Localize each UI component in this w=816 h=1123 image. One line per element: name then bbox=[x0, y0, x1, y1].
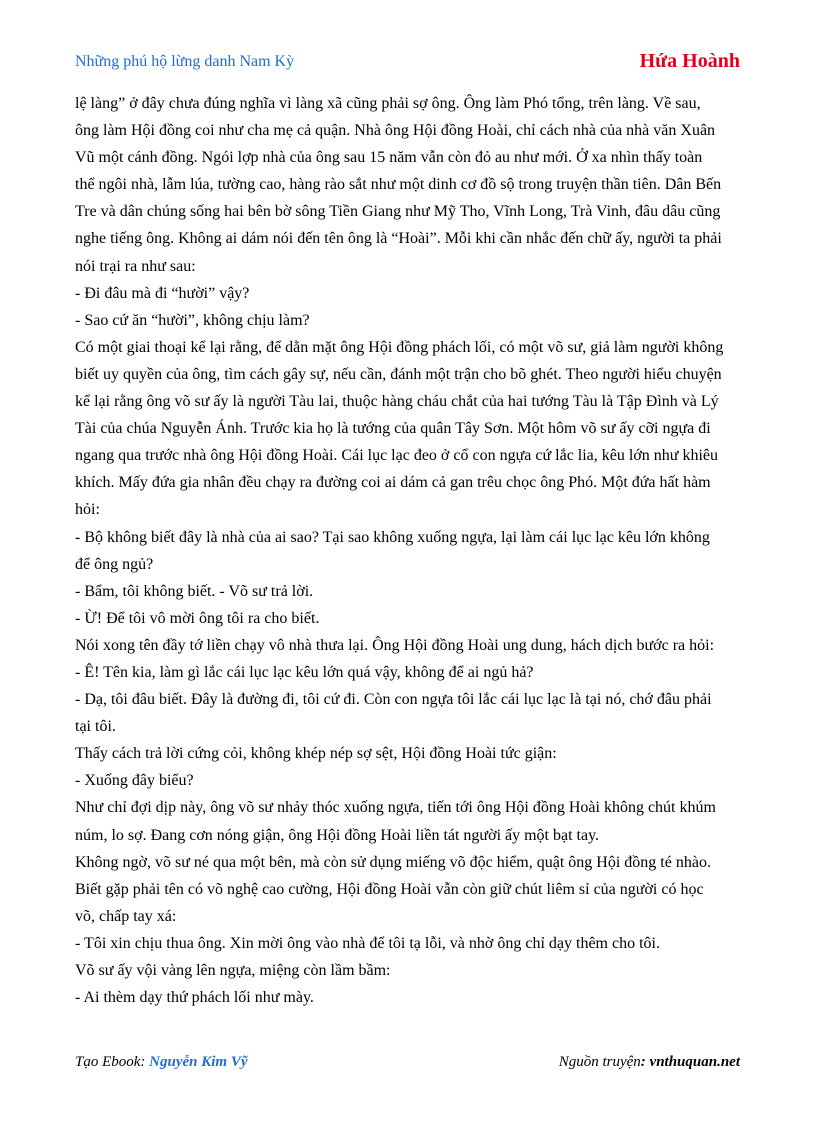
text-line: Võ sư ấy vội vàng lên ngựa, miệng còn lầm bầm: bbox=[75, 962, 391, 979]
text-line: - Ừ! Để tôi vô mời ông tôi ra cho biết. bbox=[75, 609, 320, 627]
text-line: - Ê! Tên kia, làm gì lắc cái lục lạc kêu lớn quá vậy, không để ai ngủ hả? bbox=[75, 663, 534, 681]
text-line: Vũ một cánh đồng. Ngói lợp nhà của ông sau 15 năm vẫn còn đỏ au như mới. Ở xa nhìn thấy toàn bbox=[75, 149, 703, 167]
page-footer bbox=[75, 1054, 740, 1076]
text-line: - Ai thèm dạy thứ phách lối như mày. bbox=[75, 989, 314, 1007]
page-header bbox=[75, 50, 740, 74]
text-line: - Sao cứ ăn “hười”, không chịu làm? bbox=[75, 311, 310, 329]
text-line: Biết gặp phải tên có võ nghệ cao cường, Hội đồng Hoài vẫn còn giữ chút liêm sỉ của người có học bbox=[75, 880, 704, 898]
text-line: để ông ngủ? bbox=[75, 555, 154, 573]
text-line: tại tôi. bbox=[75, 718, 116, 736]
text-line: khích. Mấy đứa gia nhân đều chạy ra đường coi ai dám cả gan trêu chọc ông Phó. Một đứa hất hàm bbox=[75, 474, 711, 492]
body-text bbox=[75, 90, 743, 1011]
text-line: võ, chấp tay xá: bbox=[75, 907, 177, 925]
source-credit: Nguồn truyện: vnthuquan.net bbox=[558, 1054, 740, 1070]
text-line: nghe tiếng ông. Không ai dám nói đến tên ông là “Hoài”. Mỗi khi cần nhắc đến chữ ấy, người ta phải bbox=[75, 230, 722, 248]
text-line: núm, lo sợ. Đang cơn nóng giận, ông Hội đồng Hoài liền tát người ấy một bạt tay. bbox=[75, 826, 600, 844]
text-line: biết uy quyền của ông, tìm cách gây sự, nếu cần, đánh một trận cho bõ ghét. Theo người hiểu chuyện bbox=[75, 365, 722, 383]
source-label: Nguồn truyện bbox=[558, 1054, 641, 1070]
author-name: Hứa Hoành bbox=[639, 50, 740, 72]
text-line: Tre và dân chúng sống hai bên bờ sông Tiền Giang như Mỹ Tho, Vĩnh Long, Trà Vinh, đâu dâu cũng bbox=[75, 203, 721, 221]
text-line: nói trại ra như sau: bbox=[75, 257, 196, 275]
book-title: Những phú hộ lừng danh Nam Kỳ bbox=[75, 53, 295, 70]
text-line: lệ làng” ở đây chưa đúng nghĩa vì làng xã cũng phải sợ ông. Ông làm Phó tổng, trên làng. Về sau, bbox=[75, 95, 701, 112]
text-line: - Bẩm, tôi không biết. - Võ sư trả lời. bbox=[75, 582, 314, 600]
ebook-label: Tạo Ebook bbox=[75, 1054, 141, 1070]
text-line: kể lại rằng ông võ sư ấy là người Tàu lai, thuộc hàng cháu chắt của hai tướng Tàu là Tập Đình và Lý bbox=[75, 393, 719, 411]
text-line: - Xuống đây biểu? bbox=[75, 772, 194, 790]
text-line: - Dạ, tôi đâu biết. Đây là đường đi, tôi cứ đi. Còn con ngựa tôi lắc cái lục lạc là tại nó, chớ đâu phải bbox=[75, 691, 712, 709]
text-line: Không ngờ, võ sư né qua một bên, mà còn sử dụng miếng võ độc hiểm, quật ông Hội đồng té nhào. bbox=[75, 853, 711, 871]
ebook-creator: Nguyễn Kim Vỹ bbox=[149, 1054, 248, 1070]
text-line: Nói xong tên đầy tớ liền chạy vô nhà thưa lại. Ông Hội đồng Hoài ung dung, hách dịch bước ra hỏi: bbox=[75, 636, 715, 654]
text-line: ông làm Hội đồng coi như cha mẹ cả quận. Nhà ông Hội đồng Hoài, chỉ cách nhà của nhà văn Xuân bbox=[75, 122, 716, 140]
text-line: - Bộ không biết đây là nhà của ai sao? Tại sao không xuống ngựa, lại làm cái lục lạc kêu lớn không bbox=[75, 528, 710, 546]
text-line: Như chỉ đợi dịp này, ông võ sư nhảy thóc xuống ngựa, tiến tới ông Hội đồng Hoài không chút khúm bbox=[75, 799, 716, 817]
text-line: hỏi: bbox=[75, 501, 100, 519]
text-line: - Tôi xin chịu thua ông. Xin mời ông vào nhà để tôi tạ lỗi, và nhờ ông chỉ dạy thêm cho tôi. bbox=[75, 934, 660, 952]
text-line: ngang qua trước nhà ông Hội đồng Hoài. Cái lục lạc đeo ở cổ con ngựa cứ lắc lia, kêu lớn như khiêu bbox=[75, 447, 719, 465]
text-line: Có một giai thoại kể lại rằng, để dằn mặt ông Hội đồng phách lối, có một võ sư, giả làm người không bbox=[75, 338, 724, 356]
text-line: - Đi đâu mà đi “hười” vậy? bbox=[75, 284, 250, 302]
text-line: thể ngôi nhà, lẫm lúa, tường cao, hàng rào sắt như một dinh cơ đồ sộ trong truyện thần tiên. Dân Bến bbox=[75, 176, 722, 194]
text-line: Tài của chúa Nguyễn Ánh. Trước kia họ là tướng của quân Tây Sơn. Một hôm võ sư ấy cỡi ngựa đi bbox=[75, 420, 711, 438]
ebook-credit: Tạo Ebook: Nguyễn Kim Vỹ bbox=[75, 1054, 248, 1070]
text-line: Thấy cách trả lời cứng cỏi, không khép nép sợ sệt, Hội đồng Hoài tức giận: bbox=[75, 745, 557, 763]
source-site: vnthuquan.net bbox=[649, 1054, 740, 1070]
